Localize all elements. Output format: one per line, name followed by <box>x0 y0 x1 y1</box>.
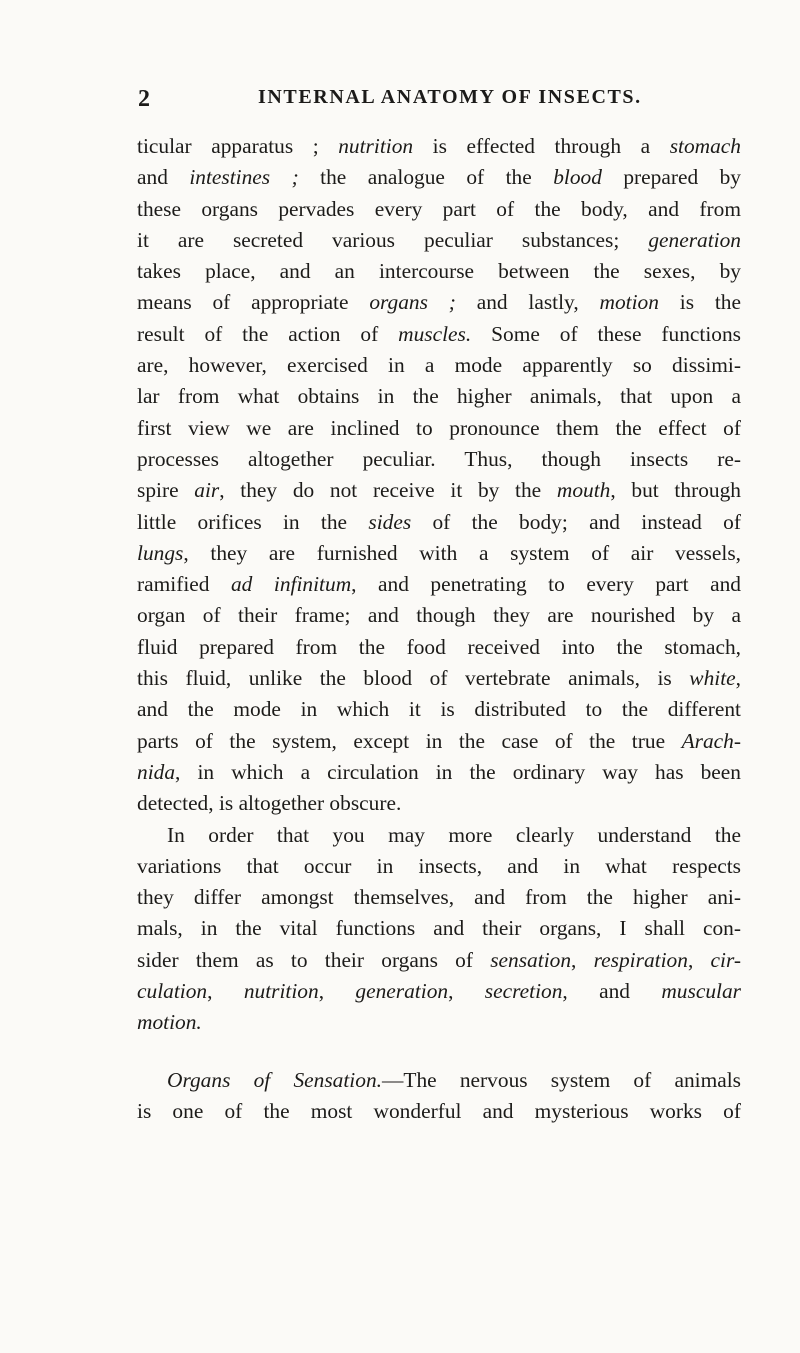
text-line: variations that occur in insects, and in what respects <box>137 853 741 878</box>
text-line: processes altogether peculiar. Thus, though insects re- <box>137 446 741 471</box>
text-line: means of appropriate organs ; and lastly, motion is the <box>137 290 741 315</box>
text-line: are, however, exercised in a mode apparently so dissimi- <box>137 353 741 378</box>
text-line: is one of the most wonderful and mysterious works of <box>137 1098 741 1123</box>
text-line: this fluid, unlike the blood of vertebrate animals, is white, <box>137 666 741 691</box>
text-line: sider them as to their organs of sensation, respiration, cir- <box>137 947 742 972</box>
text-line: and intestines ; the analogue of the blood prepared by <box>137 165 742 190</box>
page-number: 2 <box>138 86 151 112</box>
text-line: parts of the system, except in the case of the true Arach- <box>137 728 741 753</box>
text-line: detected, is altogether obscure. <box>137 791 402 816</box>
text-line: ticular apparatus ; nutrition is effected through a stomach <box>137 134 741 158</box>
text-line: organ of their frame; and though they are nourished by a <box>137 603 741 628</box>
text-line: little orifices in the sides of the body; and instead of <box>137 509 742 534</box>
text-line: lar from what obtains in the higher animals, that upon a <box>137 384 741 409</box>
running-head: INTERNAL ANATOMY OF INSECTS. <box>258 86 642 108</box>
text-line: and the mode in which it is distributed to the different <box>137 697 741 722</box>
text-line: mals, in the vital functions and their organs, I shall con- <box>137 916 741 941</box>
paragraph-gap <box>137 1039 741 1065</box>
text-line: result of the action of muscles. Some of these functions <box>137 321 742 346</box>
text-line: In order that you may more clearly understand the <box>167 822 741 847</box>
text-line: motion. <box>137 1010 202 1035</box>
text-line: it are secreted various peculiar substances; generation <box>137 227 741 252</box>
text-line: fluid prepared from the food received into the stomach, <box>137 634 741 659</box>
text-line: spire air, they do not receive it by the mouth, but through <box>137 478 741 503</box>
text-line: first view we are inclined to pronounce them the effect of <box>137 415 741 440</box>
section-heading-line: Organs of Sensation.—The nervous system of animals <box>167 1067 741 1092</box>
text-line: these organs pervades every part of the body, and from <box>137 196 741 221</box>
text-line: lungs, they are furnished with a system of air vessels, <box>137 540 741 565</box>
text-line: ramified ad infinitum, and penetrating to every part and <box>137 572 741 597</box>
text-line: they differ amongst themselves, and from the higher ani- <box>137 885 741 910</box>
text-line: takes place, and an intercourse between the sexes, by <box>137 259 741 284</box>
text-line: culation, nutrition, generation, secretion, and muscular <box>137 979 741 1004</box>
text-line: nida, in which a circulation in the ordinary way has been <box>137 759 741 784</box>
page-header <box>138 86 738 116</box>
body-text <box>137 131 741 1127</box>
